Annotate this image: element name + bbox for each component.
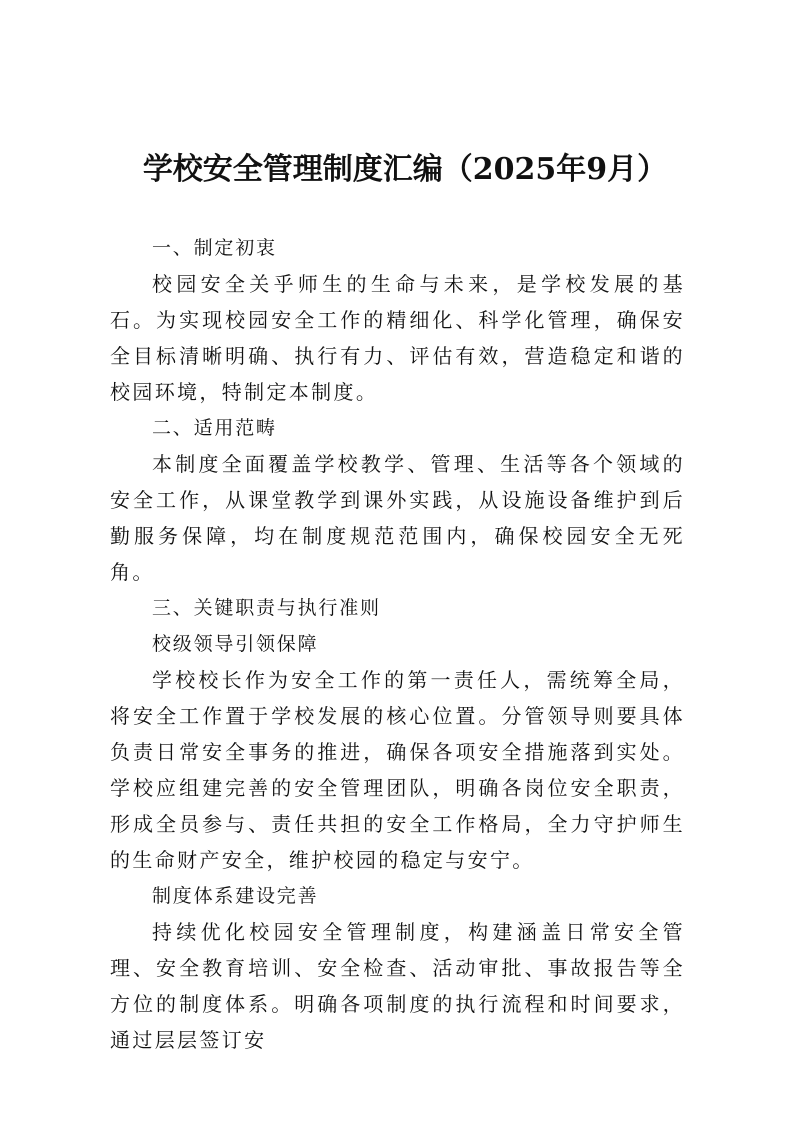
document-title: 学校安全管理制度汇编（2025年9月） bbox=[142, 152, 668, 187]
section-heading-purpose: 一、制定初衷 bbox=[152, 237, 277, 259]
paragraph-purpose: 校园安全关乎师生的生命与未来，是学校发展的基石。为实现校园安全工作的精细化、科学化管理，确保安全目标清晰明确、执行有力、评估有效，营造稳定和谐的校园环境，特制定本制度。 bbox=[110, 272, 685, 404]
section-heading-responsibilities: 三、关键职责与执行准则 bbox=[152, 597, 381, 619]
subheading-leadership: 校级领导引领保障 bbox=[152, 633, 319, 655]
paragraph-scope: 本制度全面覆盖学校教学、管理、生活等各个领域的安全工作，从课堂教学到课外实践，从设施设备维护到后勤服务保障，均在制度规范范围内，确保校园安全无死角。 bbox=[110, 452, 685, 584]
document-body bbox=[110, 230, 685, 1058]
paragraph-system-building: 持续优化校园安全管理制度，构建涵盖日常安全管理、安全教育培训、安全检查、活动审批、事故报告等全方位的制度体系。明确各项制度的执行流程和时间要求，通过层层签订安 bbox=[110, 920, 685, 1052]
paragraph-leadership: 学校校长作为安全工作的第一责任人，需统筹全局，将安全工作置于学校发展的核心位置。分管领导则要具体负责日常安全事务的推进，确保各项安全措施落到实处。学校应组建完善的安全管理团队，明确各岗位安全职责，形成全员参与、责任共担的安全工作格局，全力守护师生的生命财产安全，维护校园的稳定与安宁。 bbox=[110, 668, 685, 872]
subheading-system-building: 制度体系建设完善 bbox=[152, 885, 319, 907]
section-heading-scope: 二、适用范畴 bbox=[152, 417, 277, 439]
